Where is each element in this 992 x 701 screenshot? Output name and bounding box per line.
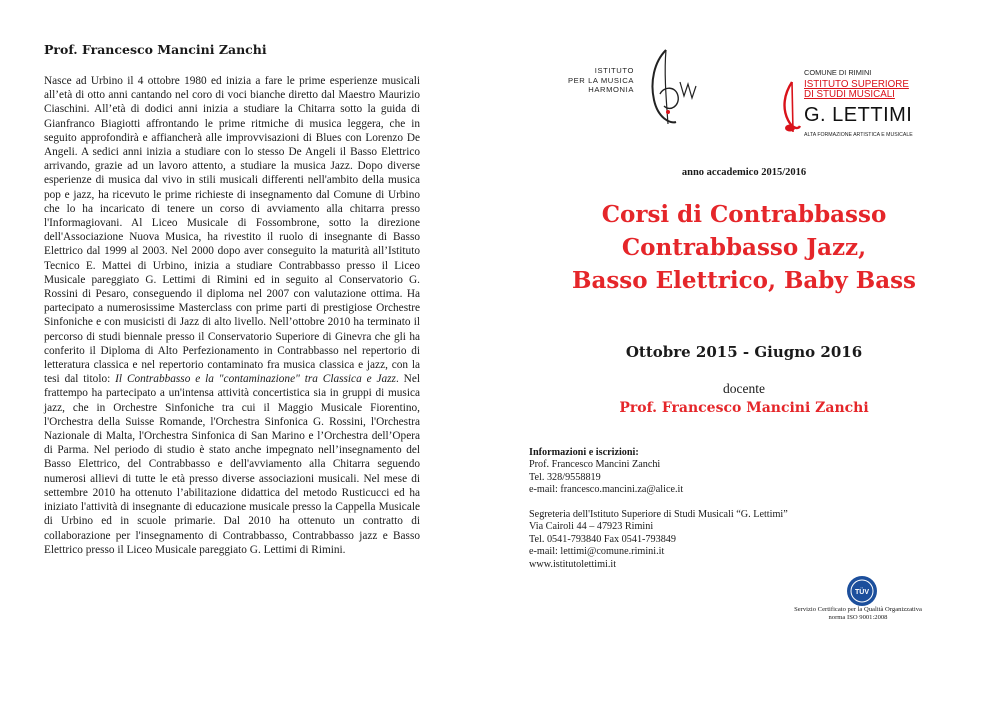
biography-column (44, 42, 420, 557)
harmonia-logo (528, 42, 706, 128)
segreteria-address: Via Cairoli 44 – 47923 Rimini (529, 521, 654, 533)
certification-note (730, 606, 986, 622)
lettimi-note-icon (780, 80, 804, 134)
academic-year: anno accademico 2015/2016 (681, 167, 807, 178)
info-name: Prof. Francesco Mancini Zanchi (529, 459, 661, 471)
harmonia-logo-text (528, 66, 634, 95)
info-email: e-mail: francesco.mancini.za@alice.it (529, 484, 684, 496)
course-title-line-2: Contrabbasso Jazz, (621, 234, 867, 261)
treble-clef-icon (636, 42, 706, 128)
lettimi-istituto-line-2: DI STUDI MUSICALI (804, 89, 895, 100)
course-period: Ottobre 2015 - Giugno 2016 (625, 343, 863, 361)
segreteria-block (529, 509, 949, 571)
info-heading: Informazioni e iscrizioni: (529, 447, 639, 458)
course-title-line-3: Basso Elettrico, Baby Bass (572, 267, 916, 294)
biography-text-part2: . Nel frattempo ha partecipato a un'intensa attività concertistica sia in gruppi di musica jazz, che in Orchestre Sinfoniche tra cui il Maggio Musicale Fiorentino, l'Orchestra della Suisse Romande, l'Orchestra Sinfonica G. Rossini, l'Orchestra Nazionale di Malta, l'Orchestra Sinfonica di San Marino e l’Orchestra dell’Opera di Parma. Nel periodo di studio è stato anche impegnato nell’insegnamento del Basso Elettrico, del Contrabbasso e dell'avviamento alla Chitarra seguendo numerosi allievi di tutte le età presso diverse associazioni musicali. Nel mese di settembre 2010 ha ottenuto l’abilitazione didattica del metodo Rusticucci ed ha iniziato l'attività di insegnante di educazione musicale presso la Cappella Musicale di Urbino ed in scuole primarie. Dal 2010 ha ottenuto un contratto di collaborazione per l'insegnamento di Contrabbasso, Contrabbasso jazz e Basso Elettrico presso il Liceo Musicale pareggiato G. Lettimi di Rimini. (44, 373, 420, 556)
harmonia-line-3: HARMONIA (588, 85, 634, 94)
teacher-label: docente (723, 381, 765, 396)
harmonia-line-1: ISTITUTO (594, 66, 634, 75)
lettimi-istituto (804, 80, 909, 100)
lettimi-logo (776, 66, 934, 144)
lettimi-istituto-line-1: ISTITUTO SUPERIORE (804, 79, 909, 90)
harmonia-line-2: PER LA MUSICA (567, 75, 634, 85)
thesis-title: Il Contrabbasso e la "contaminazione" tra Classica e Jazz (115, 373, 396, 386)
info-block (529, 447, 949, 497)
teacher-name: Prof. Francesco Mancini Zanchi (619, 400, 869, 416)
lettimi-comune: COMUNE DI RIMINI (804, 68, 872, 77)
tuv-certification-icon (846, 575, 878, 607)
lettimi-tagline: ALTA FORMAZIONE ARTISTICA E MUSICALE (804, 132, 913, 138)
segreteria-title: Segreteria dell'Istituto Superiore di Studi Musicali “G. Lettimi” (529, 509, 788, 520)
certification-line-1: Servizio Certificato per la Qualità Organizzativa (794, 606, 922, 613)
biography-text-part1: Nasce ad Urbino il 4 ottobre 1980 ed inizia a fare le prime esperienze musicali all’età di otto anni cantando nel coro di voci bianche diretto dal Maestro Maurizio Ciaschini. All’età di dodici anni inizia a studiare la Chitarra sotto la guida di Gianfranco Biagiotti affrontando le prime ritmiche di musica leggera, che in seguito approfondirà e affiancherà alle improvvisazioni di Blues con Lorenzo De Angeli. A sedici anni inizia a studiare con lo stesso De Angeli il Basso Elettrico arrivando, grazie ad un lavoro attento, a studiare la musica Jazz. Dopo diverse esperienze di musica dal vivo in stili musicali differenti nell'ambito della musica pop e jazz, ha ricevuto le prime richieste di insegnamento dal Comune di Urbino che lo ha incaricato di tenere un corso di avviamento alla chitarra presso l'Informagiovani. Al Liceo Musicale di Fossombrone, sotto la direzione dell'Associazione Nuova Musica, ha rivestito il ruolo di insegnante di Basso Elettrico dal 1999 al 2003. Nel 2000 dopo aver conseguito la maturità all’Istituto Tecnico E. Mattei di Urbino, inizia a studiare Contrabbasso presso il Liceo Musicale pareggiato G. Lettimi di Rimini ed in seguito al Conservatorio G. Rossini di Pesaro, conseguendo il diploma nel 2007 con valutazione ottima. Ha partecipato a numerosissime Masterclass con prime parti di prestigiose Orchestre Sinfoniche e con musicisti di Jazz di alto livello. Nell’ottobre 2010 ha terminato il percorso di studi biennale presso il Conservatorio Superiore di Ginevra che gli ha conferito il Diploma di Alto Perfezionamento in Contrabbasso nel repertorio di letteratura classica e nel repertorio contaminato fra musica classica e jazz, con la tesi dal titolo: (44, 75, 420, 386)
segreteria-email: e-mail: lettimi@comune.rimini.it (529, 546, 665, 558)
biography-title: Prof. Francesco Mancini Zanchi (44, 42, 267, 57)
tuv-label: TÜV (855, 589, 869, 596)
course-title-line-1: Corsi di Contrabbasso (601, 201, 887, 228)
info-phone: Tel. 328/9558819 (529, 471, 601, 483)
course-title (528, 198, 960, 297)
lettimi-name: G. LETTIMI (804, 104, 913, 126)
segreteria-phone: Tel. 0541-793840 Fax 0541-793849 (529, 533, 676, 545)
biography-text (44, 74, 420, 557)
certification-line-2: norma ISO 9001:2008 (828, 614, 888, 621)
segreteria-website: www.istitutolettimi.it (529, 558, 617, 570)
